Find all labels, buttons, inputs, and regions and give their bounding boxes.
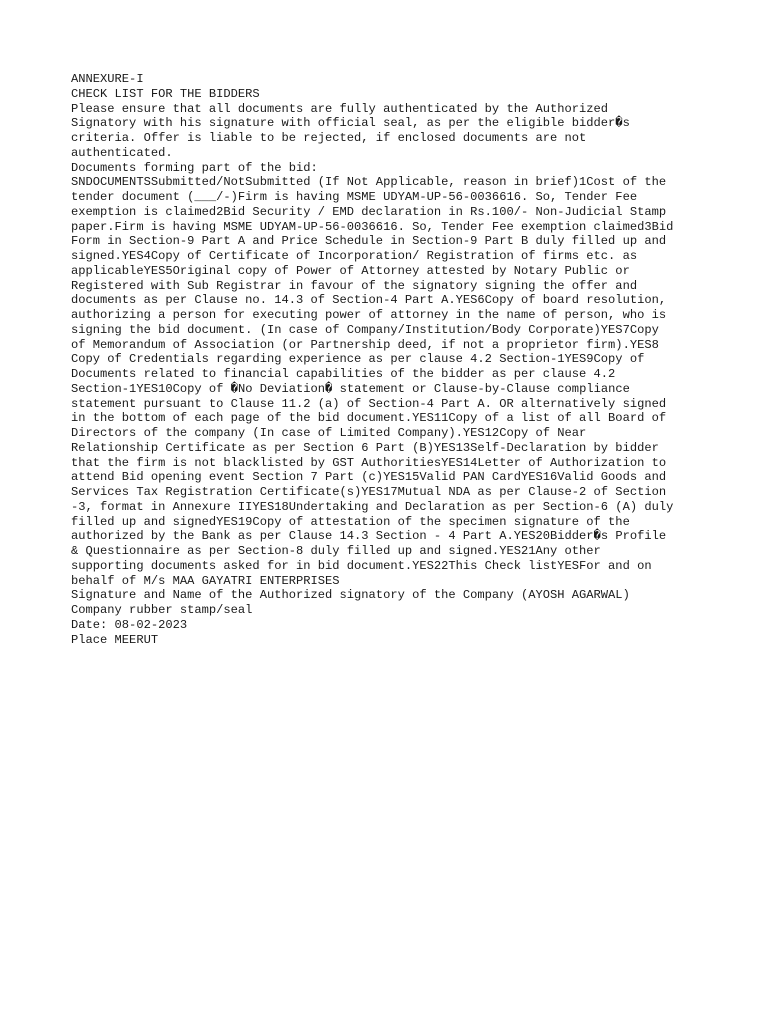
checklist-line: Relationship Certificate as per Section 6 Part (B)YES13Self-Declaration by bidder <box>71 440 659 455</box>
instruction-line: Signatory with his signature with official seal, as per the eligible bidder�s <box>71 116 630 131</box>
documents-heading: Documents forming part of the bid: <box>71 160 318 175</box>
checklist-line: documents as per Clause no. 14.3 of Section-4 Part A.YES6Copy of board resolution, <box>71 293 667 308</box>
checklist-line: Section-1YES10Copy of �No Deviation� statement or Clause-by-Clause compliance <box>71 381 630 396</box>
checklist-line: exemption is claimed2Bid Security / EMD declaration in Rs.100/- Non-Judicial Stamp <box>71 204 667 219</box>
checklist-line: signing the bid document. (In case of Company/Institution/Body Corporate)YES7Copy <box>71 322 659 337</box>
checklist-line: Copy of Credentials regarding experience as per clause 4.2 Section-1YES9Copy of <box>71 352 645 367</box>
checklist-line: SNDOCUMENTSSubmitted/NotSubmitted (If Not Applicable, reason in brief)1Cost of the <box>71 175 667 190</box>
checklist-line: signed.YES4Copy of Certificate of Incorporation/ Registration of firms etc. as <box>71 249 638 263</box>
checklist-line: -3, format in Annexure IIYES18Undertaking and Declaration as per Section-6 (A) duly <box>71 499 674 514</box>
checklist-line: Registered with Sub Registrar in favour of the signatory signing the offer and <box>71 278 638 293</box>
instruction-line: Please ensure that all documents are fully authenticated by the Authorized <box>71 101 609 116</box>
checklist-line: attend Bid opening event Section 7 Part (c)YES15Valid PAN CardYES16Valid Goods and <box>71 470 667 485</box>
checklist-line: filled up and signedYES19Copy of attestation of the specimen signature of the <box>71 514 630 529</box>
instruction-line: authenticated. <box>71 145 173 160</box>
signature-line: Signature and Name of the Authorized signatory of the Company (AYOSH AGARWAL) <box>71 588 630 603</box>
annexure-label: ANNEXURE-I <box>71 72 144 86</box>
checklist-line: & Questionnaire as per Section-8 duly filled up and signed.YES21Any other <box>71 544 601 558</box>
instruction-paragraph <box>71 102 711 161</box>
checklist-line: behalf of M/s MAA GAYATRI ENTERPRISES <box>71 573 340 588</box>
checklist-line: Form in Section-9 Part A and Price Schedule in Section-9 Part B duly filled up and <box>71 234 667 249</box>
document-page <box>71 72 711 647</box>
document-title: CHECK LIST FOR THE BIDDERS <box>71 86 260 101</box>
checklist-line: of Memorandum of Association (or Partnership deed, if not a proprietor firm).YES8 <box>71 337 659 352</box>
instruction-line: criteria. Offer is liable to be rejected, if enclosed documents are not <box>71 131 587 145</box>
checklist-line: statement pursuant to Clause 11.2 (a) of Section-4 Part A. OR alternatively signed <box>71 396 667 411</box>
checklist-line: paper.Firm is having MSME UDYAM-UP-56-0036616. So, Tender Fee exemption claimed3Bid <box>71 219 674 234</box>
checklist-line: authorizing a person for executing power of attorney in the name of person, who is <box>71 308 667 322</box>
checklist-line: in the bottom of each page of the bid document.YES11Copy of a list of all Board of <box>71 411 667 426</box>
place-line: Place MEERUT <box>71 632 159 647</box>
checklist-line: authorized by the Bank as per Clause 14.3 Section - 4 Part A.YES20Bidder�s Profile <box>71 529 667 544</box>
stamp-line: Company rubber stamp/seal <box>71 603 253 617</box>
checklist-line: supporting documents asked for in bid document.YES22This Check listYESFor and on <box>71 558 652 573</box>
checklist-line: tender document (___/-)Firm is having MSME UDYAM-UP-56-0036616. So, Tender Fee <box>71 190 638 204</box>
checklist-line: Directors of the company (In case of Limited Company).YES12Copy of Near <box>71 426 587 440</box>
checklist-line: Services Tax Registration Certificate(s)YES17Mutual NDA as per Clause-2 of Section <box>71 485 667 499</box>
checklist-block <box>71 175 711 588</box>
checklist-line: Documents related to financial capabilities of the bidder as per clause 4.2 <box>71 367 616 381</box>
checklist-line: applicableYES5Original copy of Power of Attorney attested by Notary Public or <box>71 263 630 278</box>
date-line: Date: 08-02-2023 <box>71 617 188 632</box>
checklist-line: that the firm is not blacklisted by GST AuthoritiesYES14Letter of Authorization to <box>71 455 667 470</box>
